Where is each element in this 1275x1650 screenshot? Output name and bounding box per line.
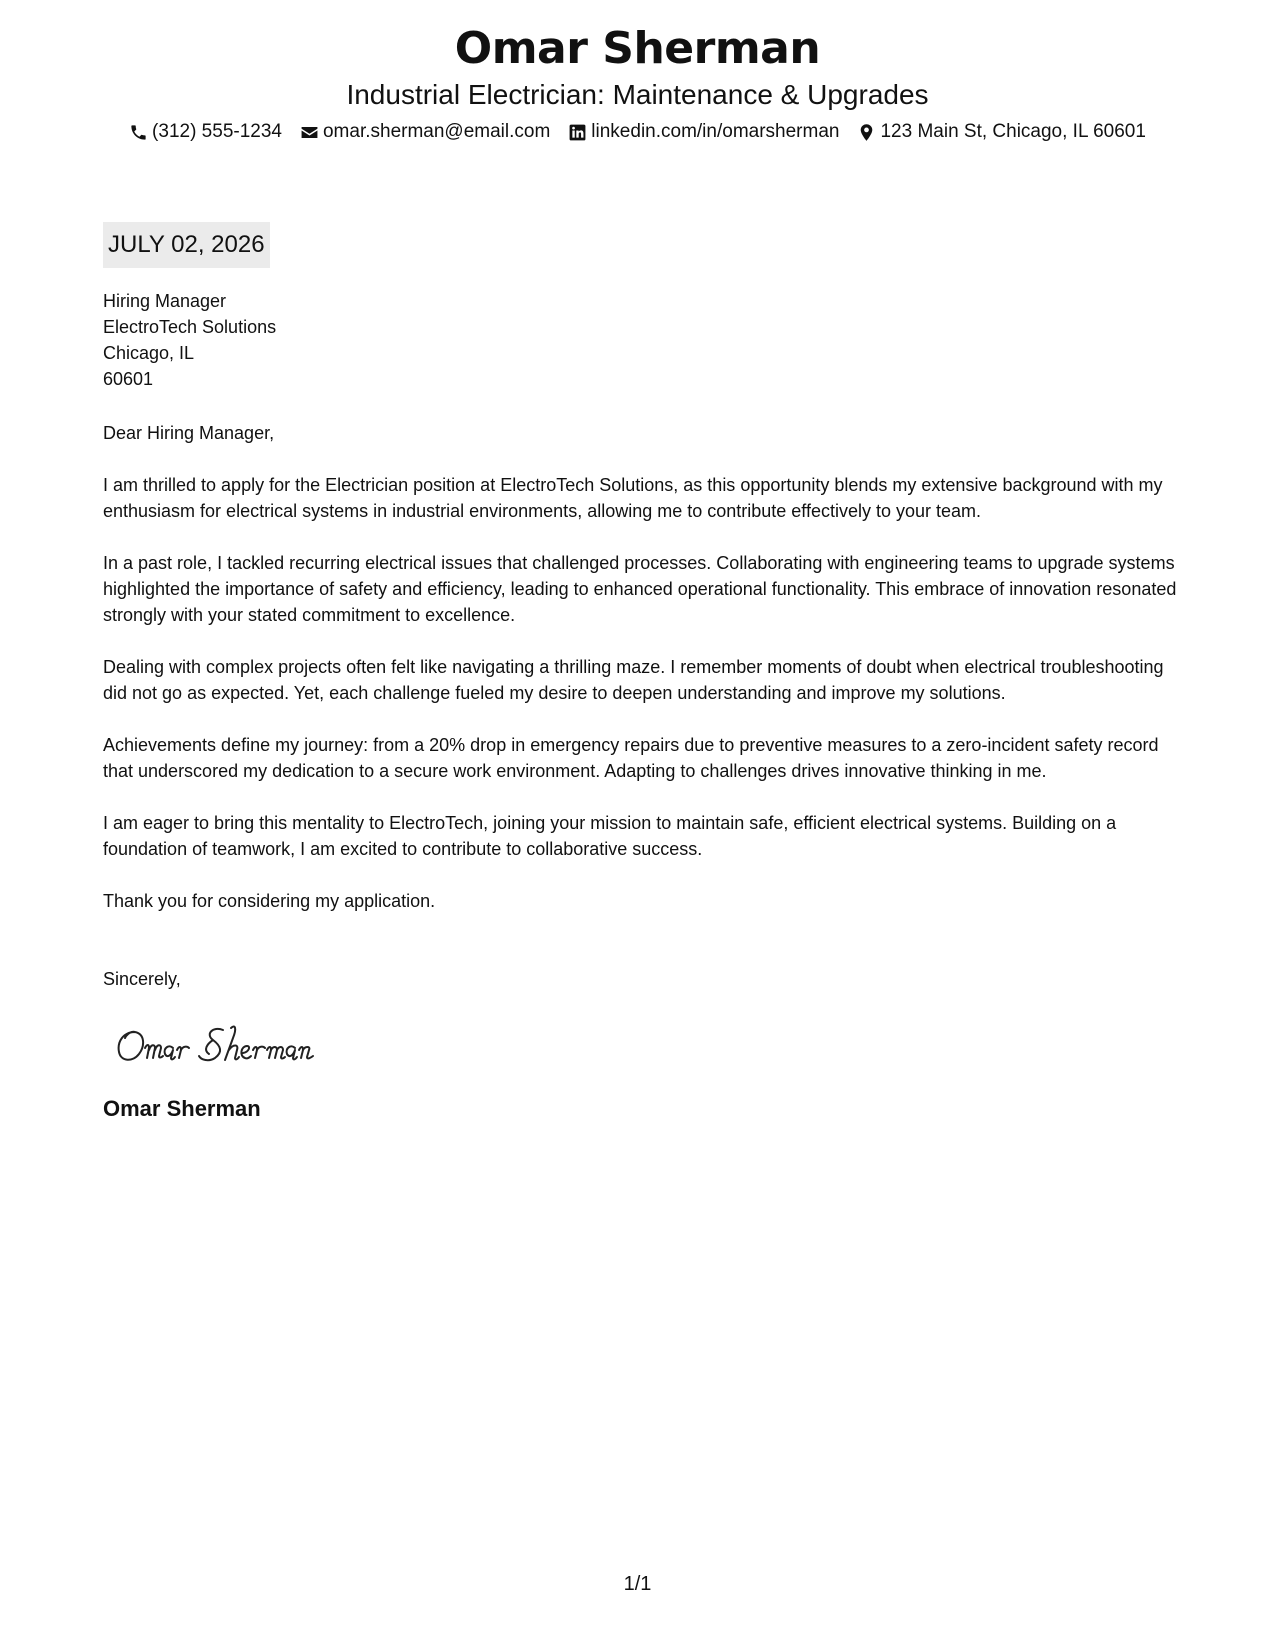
body-paragraph: I am eager to bring this mentality to ElectroTech, joining your mission to maintain safe, efficient electrical systems. Building on a foundation of teamwork, I am excited to contribute to collaborative success.	[103, 813, 1117, 859]
contact-email-text[interactable]: omar.sherman@email.com	[322, 121, 551, 142]
contact-address-text: 123 Main St, Chicago, IL 60601	[880, 121, 1146, 142]
phone-icon	[129, 123, 148, 142]
contact-linkedin[interactable]	[568, 120, 839, 144]
salutation: Dear Hiring Manager,	[103, 423, 275, 443]
linkedin-icon	[568, 123, 587, 142]
contact-linkedin-text[interactable]: linkedin.com/in/omarsherman	[591, 121, 840, 142]
contact-phone-text: (312) 555-1234	[152, 121, 282, 142]
page-number: 1/1	[623, 1573, 652, 1595]
contact-address	[857, 120, 1145, 144]
recipient-line: Chicago, IL	[103, 343, 195, 363]
signer-name: Omar Sherman	[103, 1096, 261, 1121]
body-paragraph: I am thrilled to apply for the Electrician position at ElectroTech Solutions, as this opportunity blends my extensive background with my enthusiasm for electrical systems in industrial environments, allowing me to contribute effectively to your team.	[103, 475, 1163, 521]
contact-email[interactable]	[300, 120, 550, 144]
closing-line: Sincerely,	[103, 969, 181, 989]
contact-phone	[129, 120, 282, 144]
applicant-headline: Industrial Electrician: Maintenance & Upgrades	[346, 79, 929, 110]
recipient-line: Hiring Manager	[103, 291, 227, 311]
location-pin-icon	[857, 123, 876, 142]
recipient-block	[103, 288, 1178, 392]
body-paragraph: Dealing with complex projects often felt like navigating a thrilling maze. I remember moments of doubt when electrical troubleshooting did not go as expected. Yet, each challenge fueled my desire to deepen understanding and improve my solutions.	[103, 657, 1164, 703]
recipient-line: ElectroTech Solutions	[103, 317, 277, 337]
body-paragraph: In a past role, I tackled recurring electrical issues that challenged processes. Collaborating with engineering teams to upgrade systems highlighted the importance of safety and efficiency, leading to enhanced operational functionality. This embrace of innovation resonated strongly with your stated commitment to excellence.	[103, 553, 1177, 625]
thanks-line: Thank you for considering my application.	[103, 891, 436, 911]
contact-info-row	[0, 120, 1275, 144]
envelope-icon	[300, 123, 319, 142]
letter-header	[0, 20, 1275, 144]
applicant-name: Omar Sherman	[454, 23, 821, 74]
body-paragraph: Achievements define my journey: from a 20% drop in emergency repairs due to preventive measures to a zero-incident safety record that underscored my dedication to a secure work environment. Adapting to challenges drives innovative thinking in me.	[103, 735, 1159, 781]
letter-body	[103, 222, 1178, 1123]
recipient-line: 60601	[103, 369, 154, 389]
handwritten-signature	[113, 1020, 353, 1070]
letter-date: JULY 02, 2026	[103, 222, 270, 268]
